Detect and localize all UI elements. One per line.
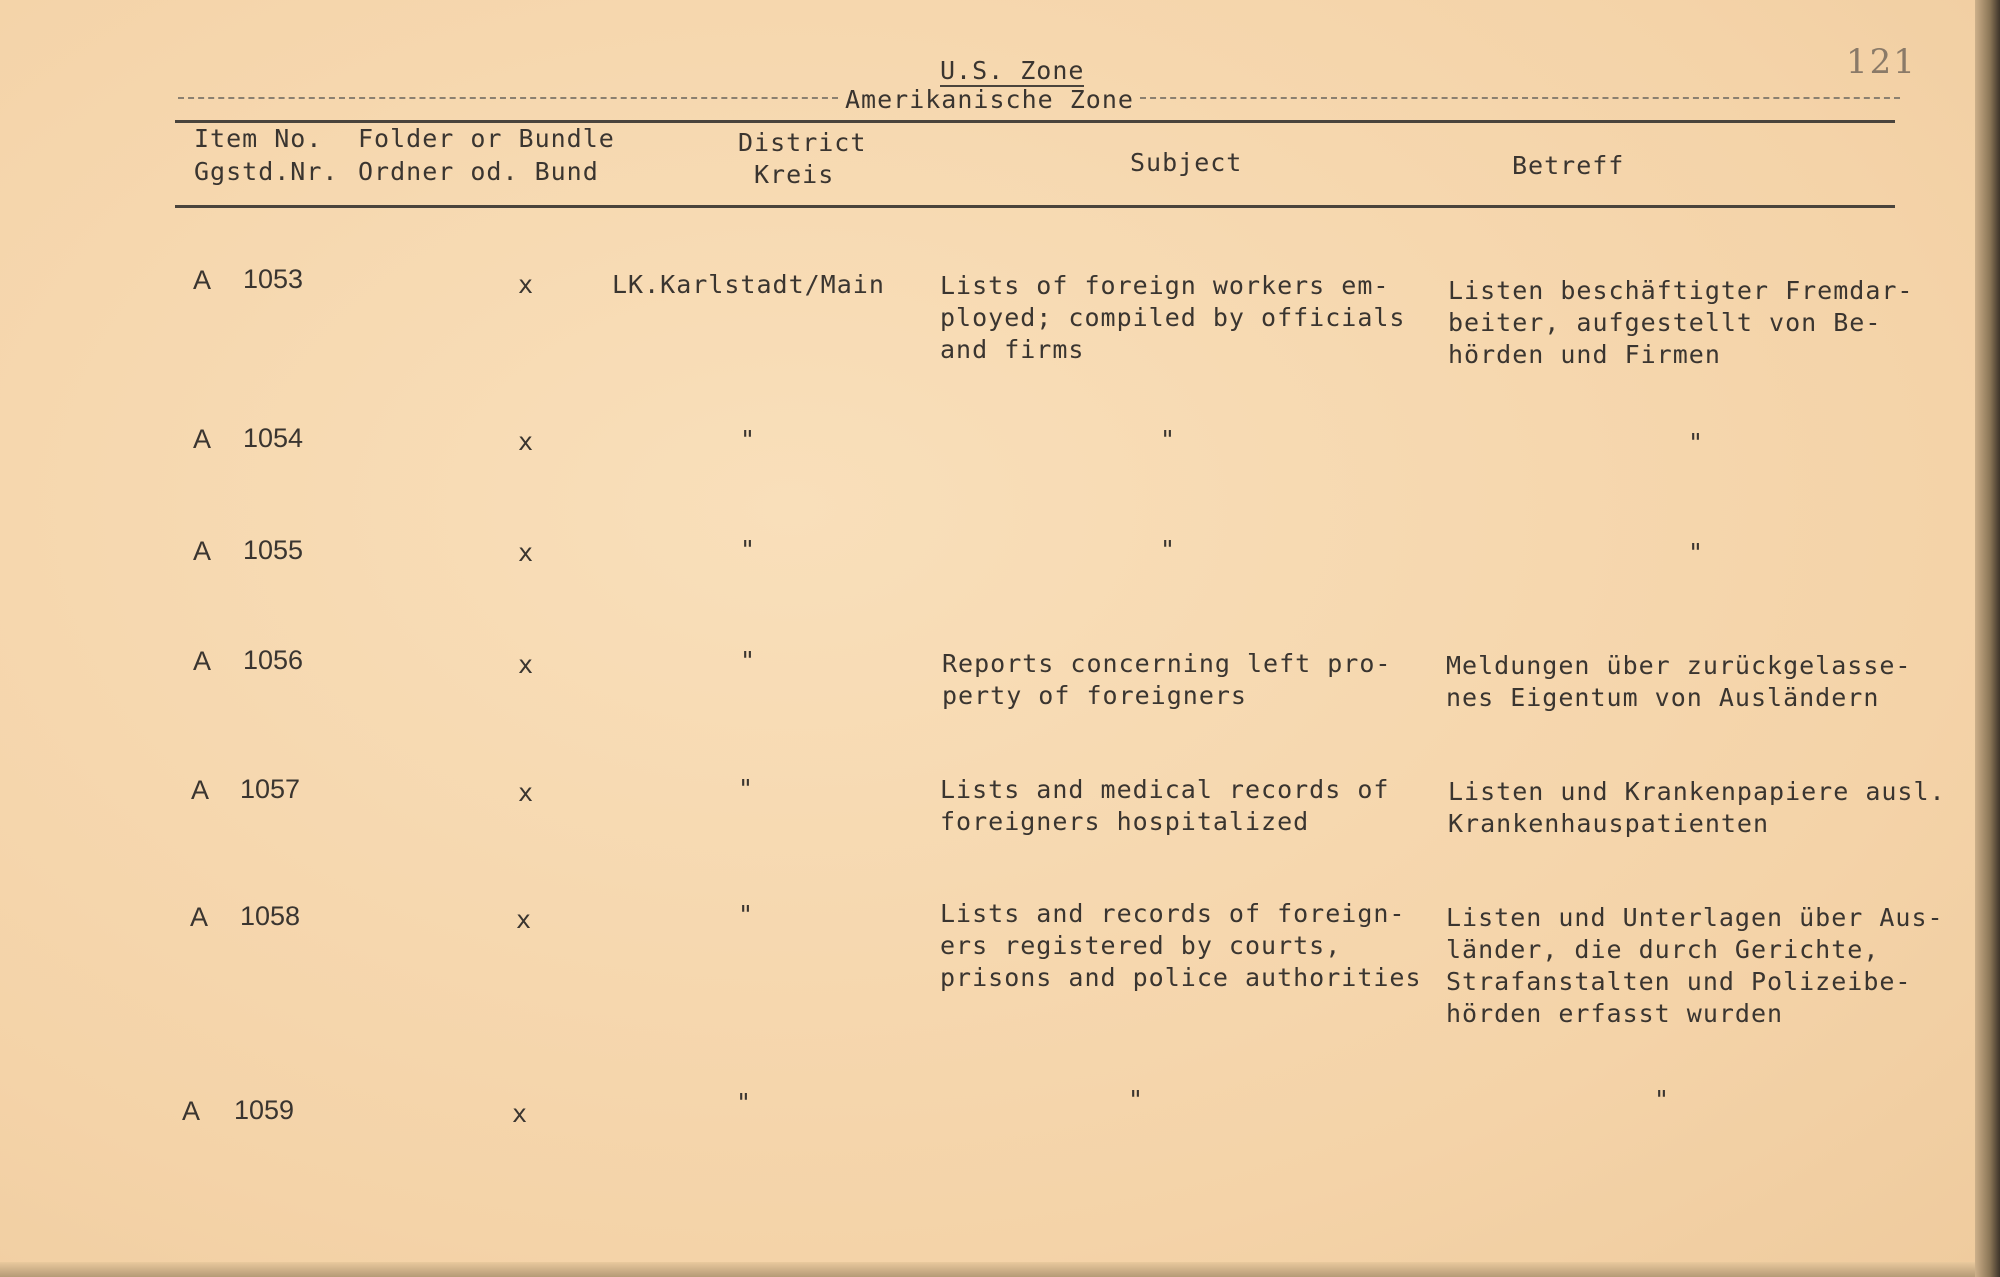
folder-mark: x: [512, 1099, 529, 1128]
col-betreff: Betreff: [1512, 151, 1625, 180]
page-number: 121: [1846, 42, 1917, 82]
header-top-rule: [175, 120, 1895, 123]
betreff: Listen und Krankenpapiere ausl. Krankenhauspatienten: [1448, 777, 1946, 838]
item-prefix: A: [190, 902, 209, 932]
betreff: Listen beschäftigter Fremdar- beiter, aufgestellt von Be- hörden und Firmen: [1448, 276, 1914, 369]
district-ditto: ": [740, 646, 757, 675]
zone-title-de: Amerikanische Zone: [845, 85, 1134, 114]
folder-mark: x: [516, 905, 533, 934]
betreff-ditto: ": [1654, 1085, 1671, 1114]
subject-ditto: ": [1128, 1085, 1145, 1114]
header-bottom-rule: [175, 205, 1895, 208]
betreff-ditto: ": [1688, 428, 1705, 457]
district-ditto: ": [740, 535, 757, 564]
header-dash-right: [1140, 97, 1900, 101]
item-prefix: A: [191, 775, 210, 805]
district-ditto: ": [738, 774, 755, 803]
district-ditto: ": [738, 900, 755, 929]
betreff: Meldungen über zurückgelasse- nes Eigentum von Ausländern: [1446, 651, 1912, 712]
item-number: 1056: [243, 645, 304, 675]
item-number: 1055: [243, 535, 304, 565]
item-prefix: A: [193, 536, 212, 566]
subject: Lists of foreign workers em- ployed; compiled by officials and firms: [940, 271, 1406, 364]
item-number: 1059: [234, 1095, 295, 1125]
subject: Lists and records of foreign- ers registered by courts, prisons and police authorities: [940, 899, 1422, 992]
page-bottom-edge: [0, 1262, 1975, 1277]
col-folder-de: Ordner od. Bund: [358, 157, 599, 186]
betreff: Listen und Unterlagen über Aus- länder, die durch Gerichte, Strafanstalten und Polizeibe- hörden erfasst wurden: [1446, 903, 1944, 1028]
folder-mark: x: [518, 538, 535, 567]
subject-ditto: ": [1160, 535, 1177, 564]
folder-mark: x: [518, 270, 535, 299]
item-prefix: A: [193, 424, 212, 454]
subject: Reports concerning left pro- perty of foreigners: [942, 649, 1392, 710]
item-number: 1053: [243, 264, 304, 294]
item-number: 1057: [240, 774, 301, 804]
item-prefix: A: [182, 1096, 201, 1126]
folder-mark: x: [518, 778, 535, 807]
subject: Lists and medical records of foreigners hospitalized: [940, 775, 1390, 836]
header-dash-left: [178, 97, 838, 101]
betreff-ditto: ": [1688, 538, 1705, 567]
col-district-de: Kreis: [754, 160, 835, 189]
item-number: 1058: [240, 901, 301, 931]
subject-ditto: ": [1160, 425, 1177, 454]
item-number: 1054: [243, 423, 304, 453]
col-folder-en: Folder or Bundle: [358, 124, 615, 153]
col-item-en: Item No.: [194, 124, 323, 153]
district-ditto: ": [736, 1088, 753, 1117]
col-subject: Subject: [1130, 148, 1243, 177]
col-district-en: District: [738, 128, 867, 157]
item-prefix: A: [193, 265, 212, 295]
item-prefix: A: [193, 646, 212, 676]
col-item-de: Ggstd.Nr.: [194, 157, 339, 186]
folder-mark: x: [518, 427, 535, 456]
folder-mark: x: [518, 650, 535, 679]
district-ditto: ": [740, 425, 757, 454]
district: LK.Karlstadt/Main: [612, 270, 885, 299]
zone-title-en: U.S. Zone: [940, 56, 1085, 85]
page-edge: [1975, 0, 2000, 1277]
